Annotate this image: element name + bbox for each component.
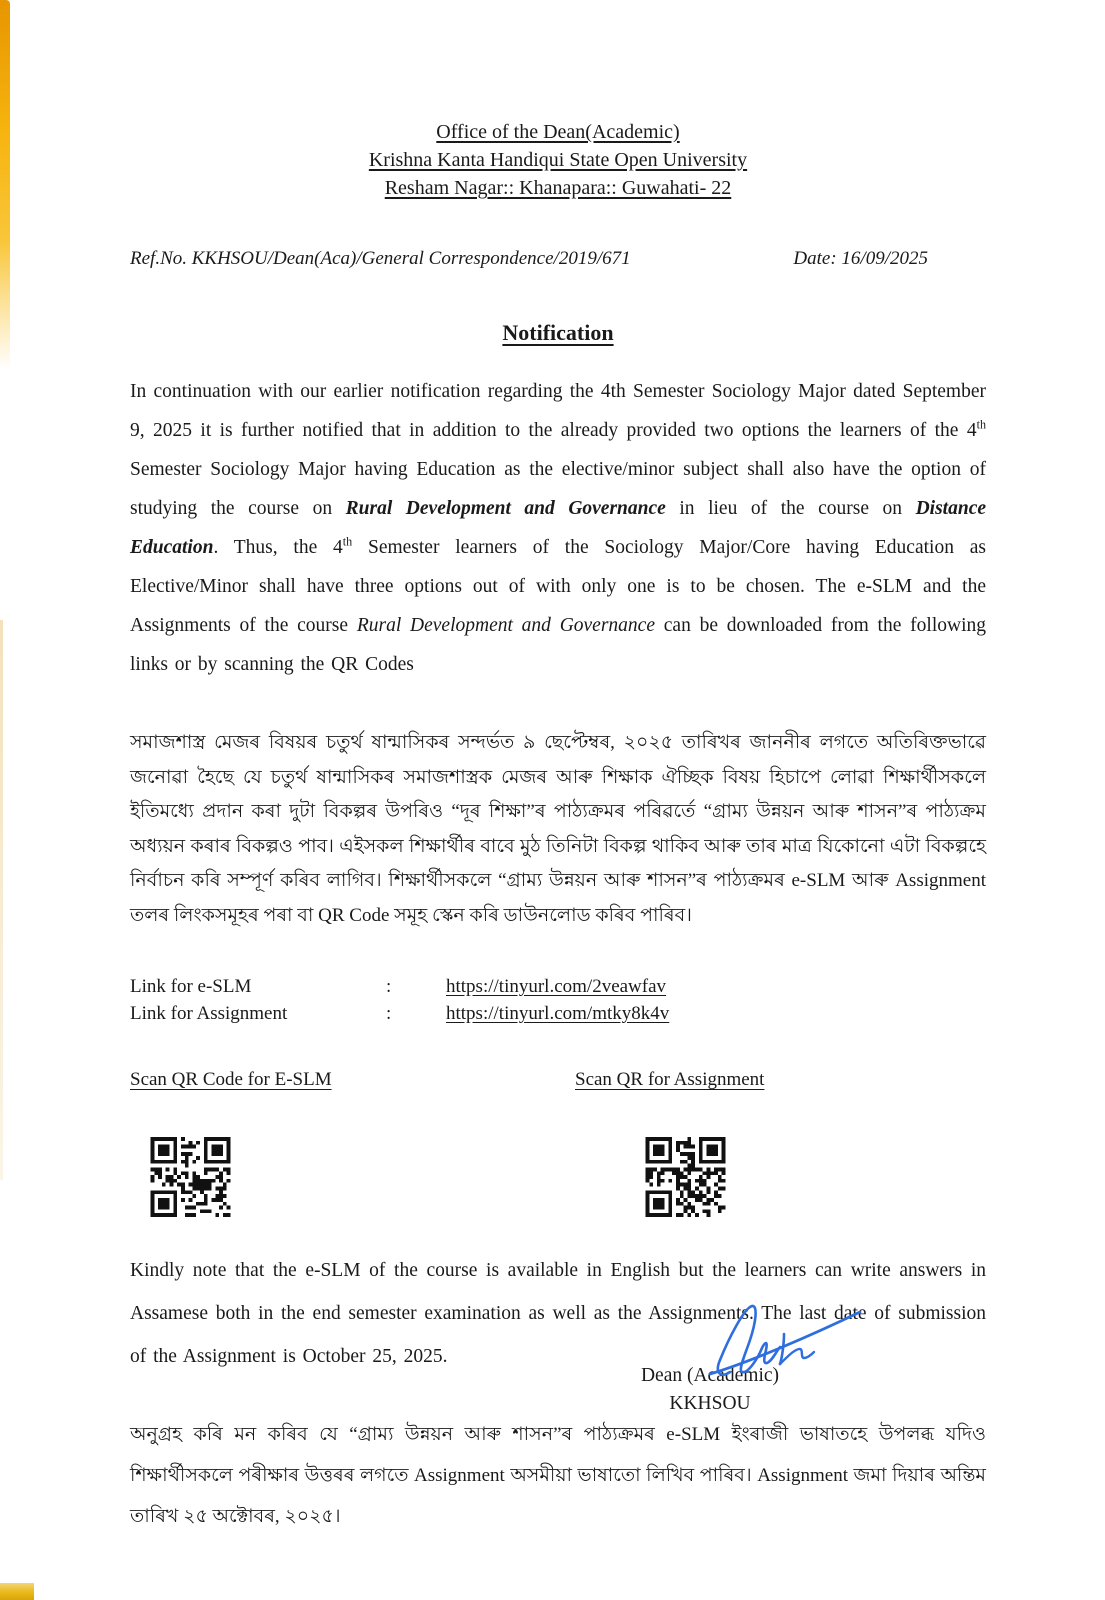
text-run: Rural Development and Governance [356, 615, 655, 636]
link-row-eslm [130, 973, 986, 1000]
text-run: can be downloaded from the following links or by scanning the QR Codes [130, 615, 986, 675]
scan-edge-artifact-top [0, 0, 10, 370]
qr-code-eslm [149, 1137, 232, 1217]
handwritten-signature [700, 1300, 870, 1390]
document-date: Date: 16/09/2025 [793, 248, 928, 269]
assignment-link-url: https://tinyurl.com/mtky8k4v [446, 1003, 670, 1024]
scan-edge-artifact-middle [0, 620, 3, 1180]
assignment-link-label: Link for Assignment [130, 1003, 288, 1024]
qr-code-assignment [644, 1137, 727, 1217]
eslm-link-url: https://tinyurl.com/2veawfav [446, 976, 667, 997]
qr-assignment-label: Scan QR for Assignment [575, 1069, 765, 1090]
page-title: Notification [502, 320, 614, 345]
signature-block [560, 1362, 860, 1418]
qr-eslm-label: Scan QR Code for E-SLM [130, 1069, 332, 1090]
reference-number: Ref.No. KKHSOU/Dean(Aca)/General Correspondence/2019/671 [130, 248, 631, 269]
qr-section-labels [130, 1069, 986, 1091]
qr-codes-row [130, 1137, 986, 1217]
download-links [130, 973, 986, 1027]
text-run: th [976, 417, 986, 432]
office-name: Office of the Dean(Academic) [436, 121, 680, 143]
text-run: Rural Development and Governance [345, 498, 666, 519]
text-run: Semester Sociology Major having Education as the elective/minor subject shall also have the option of studying the course on [130, 459, 986, 519]
letterhead [130, 118, 986, 202]
notification-paragraph-assamese: সমাজশাস্ত্র মেজৰ বিষয়ৰ চতুৰ্থ ষান্মাসিকৰ সন্দৰ্ভত ৯ ছেপ্টেম্বৰ, ২০২৫ তাৰিখৰ জাননীৰ লগতে অতিৰিক্তভাৱে জনোৱা হৈছে যে চতুৰ্থ ষান্মাসিকৰ সমাজশাস্ত্ৰক মেজৰ আৰু শিক্ষাক ঐচ্ছিক বিষয় হিচাপে লোৱা শিক্ষাৰ্থীসকলে ইতিমধ্যে প্ৰদান কৰা দুটা বিকল্পৰ উপৰিও “দূৰ শিক্ষা”ৰ পাঠ্যক্ৰমৰ পৰিৱৰ্তে “গ্ৰাম্য উন্নয়ন আৰু শাসন”ৰ পাঠ্যক্ৰম অধ্যয়ন কৰাৰ বিকল্পও পাব। এইসকল শিক্ষাৰ্থীৰ বাবে মুঠ তিনিটা বিকল্প থাকিব আৰু তাৰ মাত্ৰ যিকোনো এটা বিকল্পহে নিৰ্বাচন কৰি সম্পূৰ্ণ কৰিব লাগিব। শিক্ষাৰ্থীসকলে “গ্ৰাম্য উন্নয়ন আৰু শাসন”ৰ পাঠ্যক্ৰমৰ e-SLM আৰু Assignment তলৰ লিংকসমূহৰ পৰা বা QR Code সমূহ স্কেন কৰি ডাউনলোড কৰিব পাৰিব। [130, 732, 986, 926]
signatory-designation: Dean (Academic) [640, 1365, 780, 1386]
text-run: Distance Education [130, 498, 987, 558]
notification-paragraph-english [130, 372, 986, 684]
text-run: . Thus, the 4 [213, 537, 343, 558]
eslm-link-label: Link for e-SLM [130, 976, 252, 997]
signatory-organization: KKHSOU [669, 1393, 751, 1414]
separator: : [386, 976, 392, 997]
note-paragraph-assamese: অনুগ্ৰহ কৰি মন কৰিব যে “গ্ৰাম্য উন্নয়ন আৰু শাসন”ৰ পাঠ্যক্ৰমৰ e-SLM ইংৰাজী ভাষাতহে উপলব্ধ যদিও শিক্ষাৰ্থীসকলে পৰীক্ষাৰ উত্তৰৰ লগতে Assignment অসমীয়া ভাষাতো লিখিব পাৰিব। Assignment জমা দিয়াৰ অন্তিম তাৰিখ ২৫ অক্টোবৰ, ২০২৫। [130, 1424, 986, 1527]
note-paragraph-english: Kindly note that the e-SLM of the course is available in English but the learners can write answers in Assamese both in the end semester examination as well as the Assignments. The last date of submission of the Assignment is October 25, 2025. [130, 1260, 986, 1367]
reference-row [130, 248, 986, 270]
university-address: Resham Nagar:: Khanapara:: Guwahati- 22 [384, 177, 732, 199]
separator: : [386, 1003, 392, 1024]
text-run: Semester learners of the Sociology Major/Core having Education as Elective/Minor shall have three options out of with only one is to be chosen. The e-SLM and the Assignments of the course [130, 537, 986, 636]
text-run: in lieu of the course on [665, 498, 916, 519]
text-run: In continuation with our earlier notification regarding the 4th Semester Sociology Major dated September 9, 2025 it is further notified that in addition to the already provided two options the learners of the 4 [130, 381, 986, 441]
university-name: Krishna Kanta Handiqui State Open University [368, 149, 748, 171]
text-run: th [342, 534, 353, 549]
link-row-assignment [130, 1000, 986, 1027]
scan-edge-artifact-bottom [0, 1583, 34, 1600]
